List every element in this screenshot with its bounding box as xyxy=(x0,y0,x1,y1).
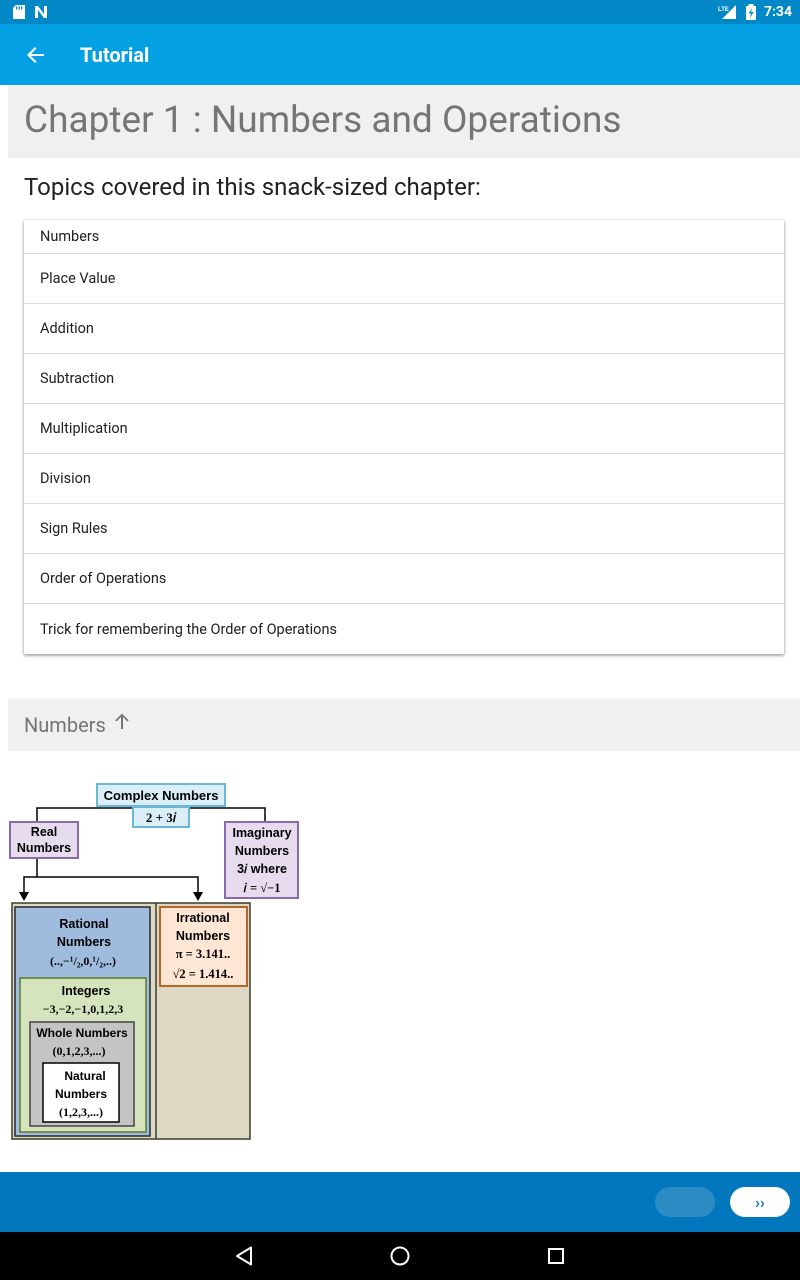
svg-text:Complex Numbers: Complex Numbers xyxy=(103,788,219,803)
sd-card-icon xyxy=(12,5,26,19)
home-circle-icon[interactable] xyxy=(372,1232,428,1280)
svg-text:Numbers: Numbers xyxy=(175,929,231,943)
battery-charging-icon xyxy=(744,5,758,19)
topic-item-order-trick[interactable]: Trick for remembering the Order of Operations xyxy=(40,620,337,638)
pager-bar xyxy=(0,1172,800,1232)
content-scroll[interactable] xyxy=(0,85,800,1172)
topic-item-division[interactable]: Division xyxy=(24,454,784,504)
irrational-arrow xyxy=(193,892,203,901)
natural-numbers-box xyxy=(43,1063,119,1122)
svg-text:(..,−¹/₂,0,¹/₂,..): (..,−¹/₂,0,¹/₂,..) xyxy=(50,954,116,968)
arrow-back-icon xyxy=(27,46,45,64)
topic-item-numbers[interactable]: Numbers xyxy=(24,220,784,254)
svg-text:Rational: Rational xyxy=(59,917,109,931)
svg-text:2 + 3𝑖: 2 + 3𝑖 xyxy=(145,810,177,825)
svg-text:𝑖 = √−1: 𝑖 = √−1 xyxy=(243,881,281,895)
svg-text:√2 = 1.414..: √2 = 1.414.. xyxy=(172,967,234,981)
topic-item-addition[interactable]: Addition xyxy=(24,304,784,354)
chapter-title: Chapter 1 : Numbers and Operations xyxy=(24,99,622,142)
section-title: Numbers xyxy=(24,713,106,737)
svg-text:Whole Numbers: Whole Numbers xyxy=(36,1026,128,1040)
svg-text:(0,1,2,3,...): (0,1,2,3,...) xyxy=(52,1044,106,1058)
svg-text:Integers: Integers xyxy=(61,984,111,998)
app-bar-title: Tutorial xyxy=(80,42,150,67)
back-triangle-icon[interactable] xyxy=(216,1232,272,1280)
svg-text:(1,2,3,...): (1,2,3,...) xyxy=(59,1105,103,1119)
svg-text:Numbers: Numbers xyxy=(56,935,112,949)
irrational-numbers-box xyxy=(160,907,247,986)
recents-square-icon[interactable] xyxy=(528,1232,584,1280)
svg-text:−3,−2,−1,0,1,2,3: −3,−2,−1,0,1,2,3 xyxy=(42,1002,124,1016)
app-bar xyxy=(0,24,800,85)
topics-list xyxy=(24,220,784,654)
back-button[interactable] xyxy=(0,24,72,85)
svg-text:Numbers: Numbers xyxy=(54,1087,108,1101)
topic-item-subtraction[interactable]: Subtraction xyxy=(24,354,784,404)
svg-text:Numbers: Numbers xyxy=(234,844,290,858)
svg-text:Numbers: Numbers xyxy=(16,841,72,855)
status-time: 7:34 xyxy=(763,4,792,20)
svg-text:3𝑖 where: 3𝑖 where xyxy=(237,862,287,876)
rational-arrow xyxy=(19,892,29,901)
signal-icon xyxy=(718,5,738,19)
section-header-numbers xyxy=(8,699,800,751)
svg-text:Real: Real xyxy=(30,825,58,839)
svg-text:Imaginary: Imaginary xyxy=(232,826,292,840)
previous-button[interactable]: ‹‹ xyxy=(655,1187,715,1217)
real-numbers-box xyxy=(10,822,78,858)
topic-item-order-of-operations[interactable]: Order of Operations xyxy=(24,554,784,604)
svg-text:Natural: Natural xyxy=(64,1069,106,1083)
number-sets-diagram xyxy=(0,780,310,1160)
complex-numbers-box xyxy=(97,784,225,806)
chapter-header xyxy=(8,85,800,158)
next-button[interactable]: ›› xyxy=(730,1187,790,1217)
complex-example-box xyxy=(133,807,189,827)
svg-text:Irrational: Irrational xyxy=(176,911,230,925)
arrow-up-icon[interactable] xyxy=(114,713,130,729)
system-nav-bar xyxy=(0,1232,800,1280)
n-notification-icon xyxy=(34,5,48,19)
status-bar xyxy=(0,0,800,24)
imaginary-numbers-box xyxy=(225,822,298,898)
svg-text:LTE: LTE xyxy=(717,7,729,13)
topic-item-multiplication[interactable]: Multiplication xyxy=(24,404,784,454)
topic-item-sign-rules[interactable]: Sign Rules xyxy=(24,504,784,554)
real-connector xyxy=(24,877,198,892)
svg-text:π = 3.141..: π = 3.141.. xyxy=(175,947,231,961)
topic-item-place-value[interactable]: Place Value xyxy=(24,254,784,304)
topics-intro: Topics covered in this snack-sized chapter: xyxy=(24,173,481,201)
